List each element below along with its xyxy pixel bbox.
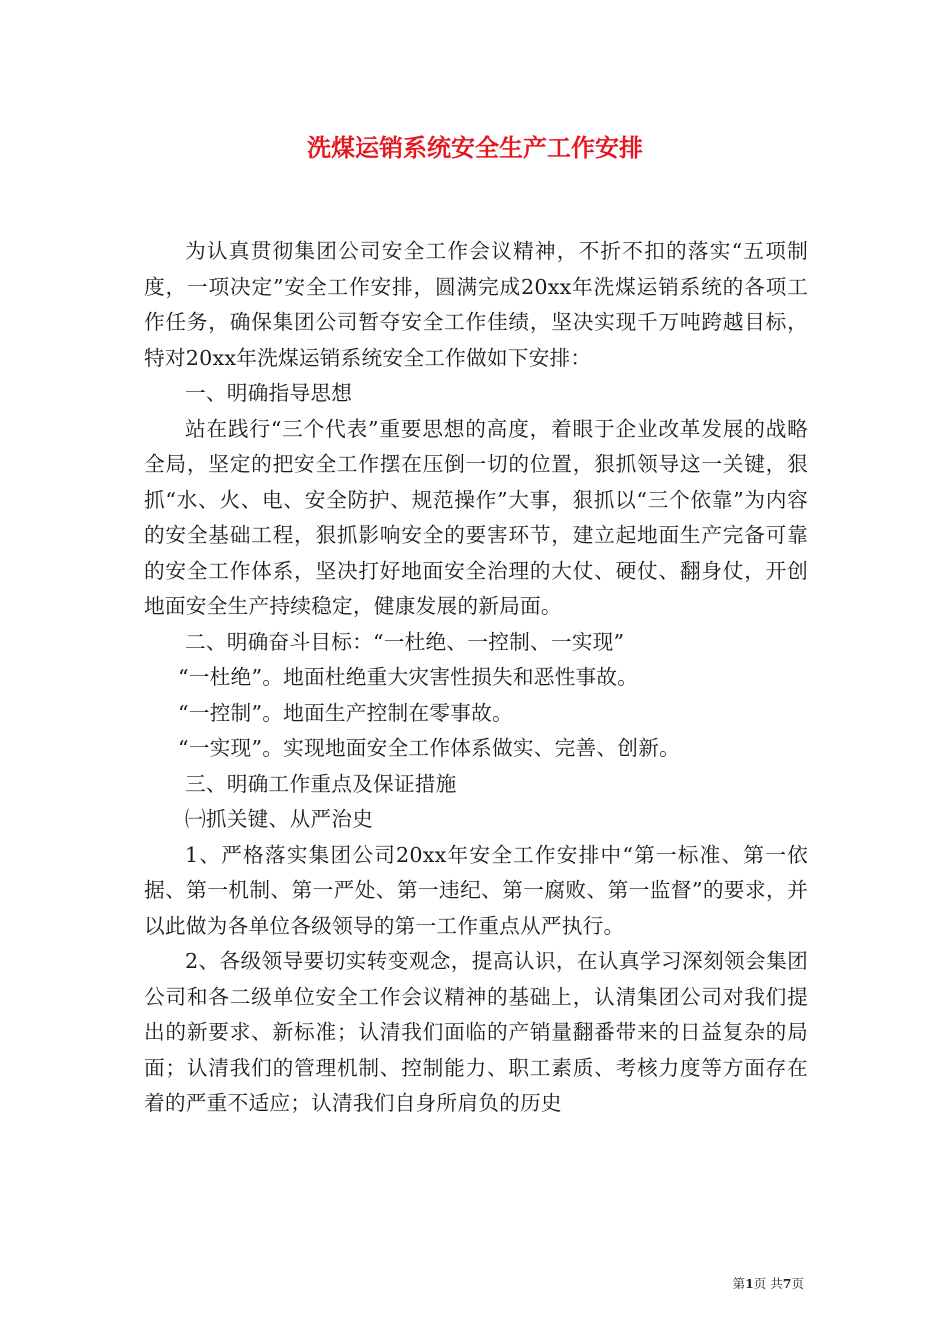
- footer-prefix: 第: [732, 1276, 746, 1291]
- goal-item-control: “一控制”。地面生产控制在零事故。: [178, 700, 513, 725]
- paragraph-guiding-thought: 站在践行“三个代表”重要思想的高度，着眼于企业改革发展的战略全局，坚定的把安全工作摆在压倒一切的位置，狠抓领导这一关键，狠抓“水、火、电、安全防护、规范操作”大事，狠抓以“三个依靠”为内容的安全基础工程，狠抓影响安全的要害环节，建立起地面生产完备可靠的安全工作体系，坚决打好地面安全治理的大仗、硬仗、翻身仗，开创地面安全生产持续稳定，健康发展的新局面。: [144, 416, 808, 618]
- list-item-2: 2、各级领导要切实转变观念，提高认识，在认真学习深刻领会集团公司和各二级单位安全工作会议精神的基础上，认清集团公司对我们提出的新要求、新标准；认清我们面临的产销量翻番带来的日益复杂的局面；认清我们的管理机制、控制能力、职工素质、考核力度等方面存在着的严重不适应；认清我们自身所肩负的历史: [144, 949, 808, 1115]
- list-item-1: 1、严格落实集团公司20xx年安全工作安排中“第一标准、第一依据、第一机制、第一严处、第一违纪、第一腐败、第一监督”的要求，并以此做为各单位各级领导的第一工作重点从严执行。: [144, 842, 808, 938]
- footer-suffix: 页: [791, 1276, 804, 1291]
- heading-goals: 二、明确奋斗目标：“一杜绝、一控制、一实现”: [185, 629, 625, 654]
- subheading-key-point: ㈠抓关键、从严治史: [185, 807, 373, 831]
- heading-key-work: 三、明确工作重点及保证措施: [185, 771, 457, 796]
- goal-item-eliminate: “一杜绝”。地面杜绝重大灾害性损失和恶性事故。: [178, 665, 639, 689]
- footer-total-pages: 7: [782, 1276, 792, 1291]
- goal-item-realize: “一实现”。实现地面安全工作体系做实、完善、创新。: [178, 736, 680, 760]
- page-footer: [733, 1275, 804, 1293]
- paragraph-intro: 为认真贯彻集团公司安全工作会议精神，不折不扣的落实“五项制度，一项决定”安全工作安排，圆满完成20xx年洗煤运销系统的各项工作任务，确保集团公司暂夺安全工作佳绩，坚决实现千万吨跨越目标，特对20xx年洗煤运销系统安全工作做如下安排：: [144, 239, 808, 370]
- footer-current-page: 1: [745, 1276, 754, 1291]
- document-body: [144, 234, 808, 1122]
- heading-guiding-thought: 一、明确指导思想: [185, 381, 353, 405]
- document-title: 洗煤运销系统安全生产工作安排: [307, 133, 643, 162]
- footer-middle: 页 共: [753, 1276, 783, 1291]
